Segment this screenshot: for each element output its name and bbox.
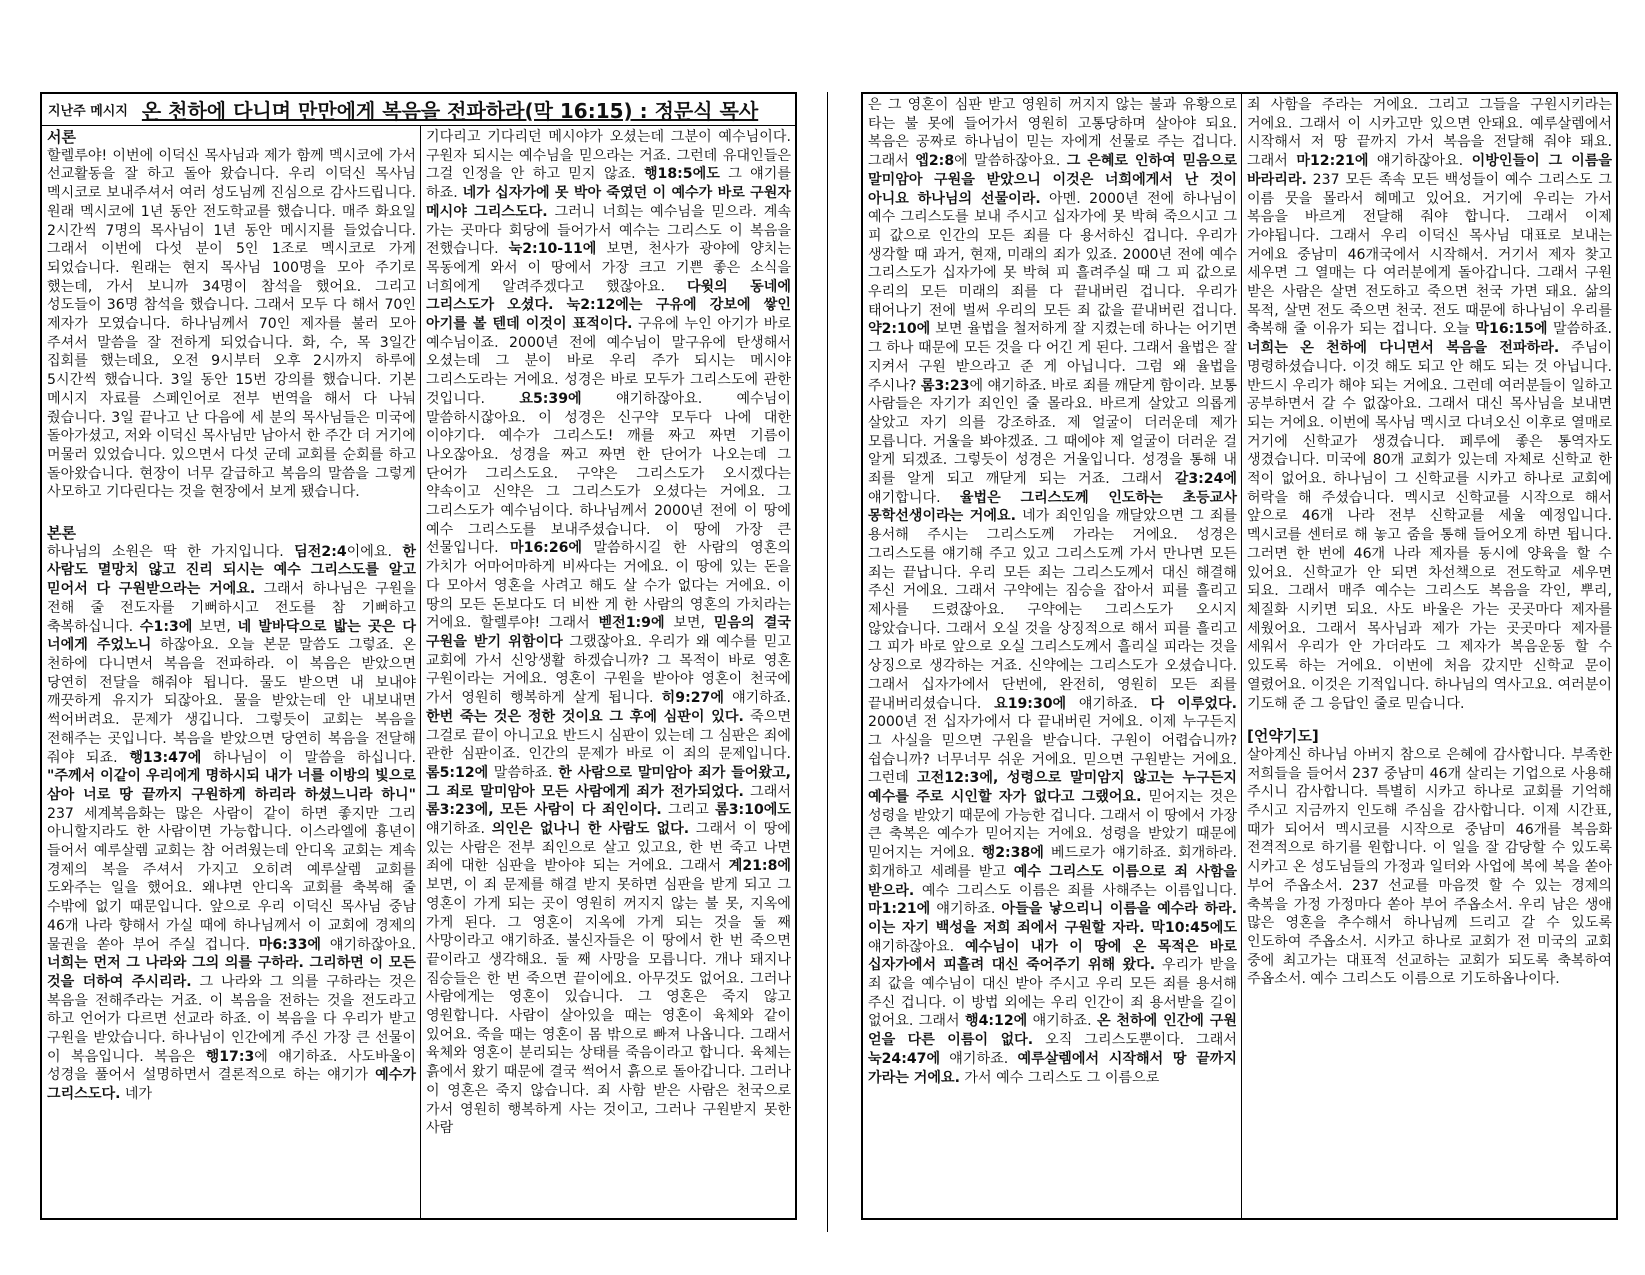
emphasis-text: 예수 그리스도 이름으로 죄 사함을 받으라. (868, 863, 1237, 899)
text-run: 하나님이 이 말씀을 하십니다. (201, 749, 416, 766)
text-run: 말씀하시길 한 사람의 영혼의 가치가 어마어마하게 비싸다는 거에요. 이 땅에 있는 돈을 다 모아서 영혼을 사려고 해도 살 수가 없다는 거에요. 이 땅의 모든 돈보다도 더 비싼 게 한 사람의 영혼의 가치라는 거에요. 할렐루야! 그래서 (426, 540, 791, 632)
text-run: 얘기하잖아요. (868, 938, 966, 955)
text-run: 에 말씀하잖아요. (954, 153, 1067, 170)
emphasis-text: 딤전2:4 (294, 543, 347, 560)
text-run: 보면, (664, 615, 714, 632)
emphasis-text: 고전12:3에, 성령으로 말미암지 않고는 누구든지 예수를 주로 시인할 자가 없다고 그랬어요. (868, 770, 1237, 806)
text-run: 얘기하잖아요. (321, 936, 416, 953)
text-run: 그랬잖아요. 우리가 왜 예수를 믿고 교회에 가서 신앙생활 하겠습니까? 그 목적이 바로 영혼 구원이라는 거에요. 영혼이 구원을 받아야 영혼이 천국에 가서 영원히 행복하게 살게 됩니다. (426, 633, 792, 707)
text-run: 그래서 이 땅에 있는 사람은 전부 죄인으로 살고 있고요, 한 번 죽고 나면 죄에 대한 심판을 받아야 되는 거에요. 그래서 (426, 821, 791, 875)
text-run: 보면, 이 죄 문제를 해결 받지 못하면 심판을 받게 되고 그 영혼이 가게 되는 곳이 영원히 꺼지지 않는 불 못, 지옥에 가게 된다. 그 영혼이 지옥에 가게 되는 것을 둘 째 사망이라고 얘기하죠. 불신자들은 이 땅에서 한 번 죽으면 끝이라고 생각해요. 둘 째 사망을 모릅니다. 개나 돼지나 짐승들은 한 번 죽으면 끝이에요. 아무것도 없어요. 그러나 사람에게는 영혼이 있습니다. 그 영혼은 죽지 않고 영원합니다. 사람이 살아있을 때는 영혼이 육체와 같이 있어요. 죽을 때는 영혼이 몸 밖으로 빠져 나옵니다. 그래서 육체와 영혼이 분리되는 상태를 죽음이라고 합니다. 육체는 흙에서 왔기 때문에 결국 썩어서 흙으로 돌아갑니다. 그러나 이 영혼은 죽지 않습니다. 죄 사함 받은 사람은 천국으로 가서 영원히 행복하게 사는 것이고, 그러나 구원받지 못한 사람 (426, 877, 791, 1137)
emphasis-text: 예루살렘에서 시작해서 땅 끝까지 가라는 거에요. (868, 1050, 1237, 1086)
left-page (40, 92, 797, 1220)
emphasis-text: 수1:3에 (139, 618, 193, 635)
emphasis-text: 눅24:47에 (868, 1050, 941, 1067)
text-run: 아멘. 2000년 전에 하나님이 예수 그리스도를 보내 주시고 십자가에 못 박혀 죽으시고 그 피 값으로 인간의 모든 죄를 다 용서하신 겁니다. 우리가 생각할 때 과거, 현재, 미래의 죄가 있죠. 2000년 전에 예수 그리스도가 십자가에 못 박혀 피 흘려주실 때 그 피 값으로 우리의 모든 미래의 죄를 다 끝내버린 겁니다. 우리가 태어나기 전에 벌써 우리의 모든 죄 값을 끝내버린 겁니다. (868, 190, 1237, 319)
emphasis-text: 예수가 그리스도다. (47, 1067, 416, 1103)
text-run: 우리가 받을 죄 값을 예수님이 대신 받아 주시고 우리 모든 죄를 용서해 주신 겁니다. 이 방법 외에는 우리 인간이 죄 용서받을 길이 없어요. 그래서 (868, 957, 1237, 1030)
emphasis-text: 계21:8에 (728, 858, 791, 875)
title-bar (42, 94, 795, 126)
emphasis-text: 다윗의 동네에 그리스도가 오셨다. 눅2:12에는 구유에 강보에 쌓인 아기를 볼 텐데 이것이 표적이다. (426, 278, 791, 333)
emphasis-text: 요19:30에 (994, 695, 1067, 712)
text-run: 237 세계복음화는 많은 사람이 같이 하면 좋지만 그리 아니할지라도 한 사람이면 가능합니다. 이스라엘에 흉년이 들어서 예루살렘 교회는 참 어려웠는데 안디옥 교회는 계속 경제의 복을 주셔서 가지고 오히려 예루살렘 교회를 도와주는 일을 했어요. 왜냐면 안디옥 교회를 축복해 줄 수밖에 없기 때문입니다. 앞으로 우리 이덕신 목사님 중남 46개 나라 향해서 가실 때에 하나님께서 이 교회에 경제의 물권을 쏟아 부어 주실 겁니다. (47, 805, 416, 953)
emphasis-text: 눅2:10-11에 (508, 241, 597, 258)
emphasis-text: 행2:38에 (981, 845, 1044, 862)
body-text (47, 543, 416, 1104)
text-run: 하잖아요. 오늘 본문 말씀도 그렇죠. 온 천하에 다니면서 복음을 전파하라. 이 복음은 받았으면 당연히 전달을 해줘야 됩니다. 물도 받으면 내 보내야 깨끗하게 유지가 되잖아요. 물을 받았는데 안 내보내면 썩어버려요. 문제가 생깁니다. 그렇듯이 교회는 복음을 전해주는 곳입니다. 복음을 받았으면 당연히 복음을 전달해 줘야 되죠. (47, 637, 416, 766)
text-run: 네가 죄인임을 깨달았으면 그 죄를 용서해 주시는 그리스도께 가라는 거에요. 성경은 그리스도를 얘기해 주고 있고 그리스도께 가서 만나면 모든 죄는 끝납니다. 우리 모든 죄는 그리스도께서 대신 해결해 주신 거에요. 그래서 구약에는 짐승을 잡아서 피를 흘리고 제사를 드렸잖아요. 구약에는 그리스도가 오시지 않았습니다. 그래서 오실 것을 상징적으로 해서 피를 흘리고 그 피가 바로 앞으로 오실 그리스도께서 흘리실 피라는 것을 상징으로 생각하는 거죠. 신약에는 그리스도가 오셨습니다. 그래서 십자가에서 단번에, 완전히, 영원히 모든 죄를 끝내버리셨습니다. (868, 508, 1237, 712)
emphasis-text: 마12:21에 (1296, 153, 1369, 170)
emphasis-text: 엡2:8 (915, 153, 955, 170)
text-run: 할렐루야! 이번에 이덕신 목사님과 제가 함께 멕시코에 가서 선교활동을 잘 하고 돌아 왔습니다. 우리 이덕신 목사님 멕시코로 보내주셔서 여러 성도님께 진심으로 감사드립니다. 원래 멕시코에 1년 동안 전도학교를 했습니다. 매주 화요일 2시간씩 7명의 목사님이 1년 동안 메시지를 들었습니다. 그래서 이번에 다섯 분이 5인 1조로 멕시코로 가게 되었습니다. 원래는 현지 목사님 100명을 모아 주기로 했는데, 가서 보니까 34명이 참석을 했어요. 그리고 성도들이 36명 참석을 했습니다. 그래서 모두 다 해서 70인 제자가 모였습니다. 하나님께서 70인 제자를 불러 모아 주셔서 말씀을 잘 전하게 되었습니다. 화, 수, 목 3일간 집회를 했는데요, 오전 9시부터 오후 2시까지 하루에 5시간씩 했습니다. 3일 동안 15번 강의를 했습니다. 기본 메시지 자료를 스페인어로 전부 번역을 해서 다 나눠 줬습니다. 3일 끝나고 난 다음에 세 분의 목사님들은 미국에 돌아가셨고, 저와 이덕신 목사님만 남아서 한 주간 더 거기에 머물러 있었습니다. 있으면서 다섯 군데 교회를 순회를 하고 돌아왔습니다. 현장이 너무 갈급하고 복음의 말씀을 그렇게 사모하고 기다린다는 것을 현장에서 보게 됐습니다. (47, 147, 416, 501)
emphasis-text: 한번 죽는 것은 정한 것이요 그 후에 심판이 있다. (426, 708, 744, 725)
right-column-1 (863, 94, 1241, 1218)
emphasis-text: 행18:5에도 (643, 166, 720, 183)
text-run: 베드로가 얘기하죠. 회개하라. 회개하고 세례를 받고 (868, 845, 1237, 880)
emphasis-text: 롬3:23 (920, 377, 970, 394)
text-run: 얘기하죠. (426, 821, 492, 838)
text-run: 말씀하죠. (1547, 321, 1612, 338)
text-run: 얘기하죠. (723, 690, 792, 707)
emphasis-text: 히9:27에 (661, 690, 724, 707)
text-run: 얘기하죠. (1027, 1013, 1097, 1030)
text-run: 예수 그리스도 이름은 죄를 사해주는 이름입니다. (914, 882, 1237, 899)
emphasis-text: 의인은 없나니 한 사람도 없다. (491, 821, 690, 838)
emphasis-text: 율법은 그리스도께 인도하는 초등교사 몽학선생이라는 거에요. (868, 489, 1237, 525)
center-fold-line (827, 92, 828, 1232)
emphasis-text: 막16:15에 (1475, 321, 1548, 338)
emphasis-text: 행13:47에 (129, 749, 202, 766)
text-run: 오직 그리스도뿐이다. 그래서 (1033, 1032, 1237, 1049)
text-run: 얘기하잖아요. 예수님이 말씀하시잖아요. 이 성경은 신구약 모두다 나에 대한 이야기다. 예수가 그리스도! 깨를 짜고 짜면 기름이 나오잖아요. 성경을 짜고 짜면 한 단어가 나오는데 그 단어가 그리스도요. 구약은 그리스도가 오시겠다는 약속이고 신약은 그 그리스도가 오셨다는 거에요. 그 그리스도가 예수님이다. 하나님께서 2000년 전에 이 땅에 예수 그리스도를 보내주셨습니다. 이 땅에 가장 큰 선물입니다. (426, 390, 792, 557)
text-run: 그 나라와 그 의를 구하라는 것은 복음을 전해주라는 거죠. 이 복음을 전하는 것을 전도라고 하고 언어가 다르면 선교라 하죠. 이 복음을 다 우리가 받고 구원을 받았습니다. 하나님이 인간에게 주신 가장 큰 선물이 이 복음입니다. 복음은 (47, 973, 416, 1065)
text-run: 구유에 누인 아기가 바로 예수님이죠. 2000년 전에 예수님이 말구유에 탄생해서 오셨는데 그 분이 바로 우리 주가 되시는 메시야 그리스도라는 거에요. 성경은 바로 모두가 그리스도에 관한 것입니다. (426, 316, 791, 407)
left-column-2 (420, 126, 795, 1218)
text-run: 은 그 영혼이 심판 받고 영원히 꺼지지 않는 불과 유황으로 타는 불 못에 들어가서 영원히 고통당하며 살아야 되요. 복음은 공짜로 하나님이 믿는 자에게 선물로 주는 겁니다. 그래서 (868, 97, 1237, 170)
text-run: 말씀하죠. (488, 764, 559, 781)
prayer-heading: [언약기도] (1247, 727, 1319, 746)
text-run: 보면 율법을 철저하게 잘 지켰는데 하나는 어기면 그 하나 때문에 모든 것을 다 어긴 게 된다. 그래서 율법은 잘 지켜서 구원 받으라고 준 게 아닙니다. 그럼 왜 율법을 주시나? (868, 321, 1237, 394)
text-run: 237 모든 족속 모든 백성들이 예수 그리스도 그 이름 뭇을 몰라서 헤메고 있어요. 거기에 우리는 가서 복음을 바르게 전달해 줘야 합니다. 그래서 이제 가야됩니다. 그래서 우리 이덕신 목사님 대표로 보내는 거에요 중남미 46개국에서 시작해서. 거기서 제자 찾고 세우면 그 열매는 다 여러분에게 돌아갑니다. 그래서 구원 받은 사람은 살면 전도하고 죽으면 천국 가면 돼요. 삶의 목적, 살면 전도 죽으면 천국. 전도 때문에 하나님이 우리를 축복해 줄 이유가 되는 겁니다. 오늘 (1247, 171, 1612, 338)
emphasis-text: 행17:3 (205, 1048, 255, 1065)
emphasis-text: 이방인들이 그 이름을 바라리라. (1247, 153, 1612, 188)
text-run: 2000년 전 십자가에서 다 끝내버린 거에요. 이제 누구든지 그 사실을 믿으면 구원을 받습니다. 구원이 어렵습니까? 쉽습니까? 너무너무 쉬운 거에요. 믿으면 구원받는 거에요. 그런데 (868, 714, 1237, 787)
emphasis-text: "주께서 이같이 우리에게 명하시되 내가 너를 이방의 빛으로 삼아 너로 땅 끝까지 구원하게 하리라 하셨느니라 하니" (47, 768, 416, 803)
text-run: 에 얘기하죠. 사도바울이 성경을 풀어서 설명하면서 결론적으로 하는 얘기가 (47, 1048, 416, 1084)
emphasis-text: 행4:12에 (964, 1013, 1028, 1030)
right-page (861, 92, 1618, 1220)
text-run: 죄 사함을 주라는 거에요. 그리고 그들을 구원시키라는 거에요. 그래서 이 시카고만 있으면 안돼요. 예루살렘에서 시작해서 저 땅 끝까지 가서 복음을 전달해 줘야 돼요. 그래서 (1247, 97, 1612, 170)
text-run: 기다리고 기다리던 메시야가 오셨는데 그분이 예수님이다. 구원자 되시는 예수님을 믿으라는 거죠. 그런데 유대인들은 그걸 인정을 안 하고 믿지 않죠. (426, 129, 791, 183)
prayer-text: 살아계신 하나님 아버지 참으로 은혜에 감사합니다. 부족한 저희들을 들어서 237 중남미 46개 살리는 기업으로 사용해 주시니 감사합니다. 특별히 시카고 하나로 교회를 기억해 주시고 지금까지 인도해 주심을 감사합니다. 이제 시간표, 때가 되어서 멕시코를 시작으로 중남미 46개를 복음화 전격적으로 하기를 원합니다. 이 일을 잘 감당할 수 있도록 시카고 온 성도님들의 가정과 일터와 사업에 복에 복을 쏟아 부어 주옵소서. 237 선교를 마음껏 할 수 있는 경제의 축복을 가정 가정마다 쏟아 부어 주옵소서. 우리 남은 생애 많은 영혼을 추수해서 하나님께 드리고 갈 수 있도록 인도하여 주옵소서. 시카고 하나로 교회가 전 미국의 교회 중에 최고가는 대표적 선교하는 교회가 되도록 축복하여 주옵소서. 예수 그리스도 이름으로 기도하옵나이다. (1247, 746, 1612, 988)
section-label: 지난주 메시지 (48, 104, 128, 119)
intro-heading: 서론 (47, 128, 76, 146)
emphasis-text: 롬5:12에 (426, 764, 489, 781)
emphasis-text: 갈3:24에 (1174, 471, 1237, 488)
emphasis-text: 한 사람도 멸망치 않고 진리 되시는 예수 그리스도를 알고 믿어서 다 구원받으라는 거에요. (47, 543, 417, 598)
text-run: 얘기하죠. (1066, 695, 1151, 712)
emphasis-text: 그 은혜로 인하여 믿음으로 말미암아 구원을 받았으니 이것은 너희에게서 난 것이 아니요 하나님의 선물이라. (868, 153, 1238, 207)
emphasis-text: 네 발바닥으로 밟는 곳은 다 너에게 주었노니 (47, 618, 416, 654)
text-run: 얘기하죠. (940, 1050, 1018, 1067)
emphasis-text: 아들을 낳으리니 이름을 예수라 하라. 이는 자기 백성을 저희 죄에서 구원할 자라. 막10:45에도 (868, 901, 1237, 936)
emphasis-text: 마16:26에 (509, 540, 583, 557)
emphasis-text: 다 이루었다. (1150, 695, 1237, 712)
text-run: 이에요. (346, 543, 403, 560)
emphasis-text: 요5:39에 (519, 390, 582, 407)
text-run: 그래서 (743, 783, 791, 800)
body-text-continued (868, 96, 1237, 1087)
emphasis-text: 롬3:10에도 (715, 802, 791, 819)
emphasis-text: 약2:10에 (868, 321, 931, 338)
text-run: 얘기하잖아요. (1368, 153, 1472, 170)
body-text-continued (426, 128, 791, 1138)
text-run: 그 얘기를 하죠. (426, 166, 791, 202)
left-column-1 (42, 126, 420, 1218)
text-run: 얘기하죠. (930, 901, 1002, 918)
text-run: 죽으면 그걸로 끝이 아니고요 반드시 심판이 있는데 그 심판은 죄에 관한 심판이죠. 인간의 문제가 바로 이 죄의 문제입니다. (426, 708, 791, 763)
text-run: 믿어지는 것은 성령을 받았기 때문에 가능한 겁니다. 그래서 이 땅에서 가장 큰 축복은 예수가 믿어지는 거에요. 성령을 받았기 때문에 믿어지는 거에요. (868, 789, 1237, 862)
text-run: 주님이 명령하셨습니다. 이것 해도 되고 안 해도 되는 것 아닙니다. 반드시 우리가 해야 되는 거에요. 그런데 여러분들이 일하고 공부하면서 갈 수 없잖아요. 그래서 대신 목사님을 보내면 되는 거에요. 이번에 목사님 멕시코 다녀오신 이후로 열매로 거기에 신학교가 생겼습니다. 페루에 좋은 통역자도 생겼습니다. 미국에 80개 교회가 있는데 자체로 신학교 한 적이 없어요. 하나님이 그 신학교를 시카고 하나로 교회에 허락을 해 주셨습니다. 멕시코 신학교를 시작으로 해서 앞으로 46개 나라 전부 신학교를 세울 예정입니다. 멕시코를 센터로 해 놓고 줌을 통해 들어오게 하면 됩니다. 그러면 한 번에 46개 나라 제자를 동시에 양육을 할 수 있어요. 신학교가 안 되면 차선책으로 전도학교 세우면 되요. 그래서 매주 예수는 그리스도 복음을 각인, 뿌리, 체질화 시키면 되요. 사도 바울은 가는 곳곳마다 제자를 세웠어요. 그래서 목사님과 제가 가는 곳곳마다 제자를 세워서 우리가 안 가더라도 그 제자가 복음운동 할 수 있도록 하는 거에요. 이번에 처음 갔지만 신학교 문이 열렸어요. 이것은 기적입니다. 하나님의 역사고요. 여러분이 기도해 준 그 응답인 줄로 믿습니다. (1247, 340, 1612, 712)
body-heading: 본론 (47, 524, 76, 543)
text-run: 보면, 천사가 광야에 양치는 목동에게 와서 이 땅에서 가장 크고 기쁜 좋은 소식을 너희에게 알려주겠다고 했잖아요. (426, 241, 791, 295)
text-run: 가서 예수 그리스도 그 이름으로 (959, 1069, 1160, 1086)
emphasis-text: 예수님이 내가 이 땅에 온 목적은 바로 십자가에서 피흘려 대신 죽어주기 위해 왔다. (868, 938, 1237, 974)
emphasis-text: 온 천하에 인간에 구원 얻을 다른 이름이 없다. (868, 1013, 1237, 1049)
emphasis-text: 한 사람으로 말미암아 죄가 들어왔고, 그 죄로 말미암아 모든 사람에게 죄가 전가되었다. (426, 764, 791, 800)
emphasis-text: 마6:33에 (258, 936, 322, 953)
emphasis-text: 네가 십자가에 못 박아 죽였던 이 예수가 바로 구원자 메시야 그리스도다. (426, 185, 791, 220)
emphasis-text: 벧전1:9에 (598, 615, 665, 632)
text-run: 보면, (192, 618, 238, 635)
text-run: 그리고 (661, 802, 716, 819)
text-run: 네가 (120, 1086, 153, 1103)
text-run: 에 얘기하죠. 바로 죄를 깨닫게 함이라. 보통 사람들은 자기가 죄인인 줄 몰라요. 바르게 살았고 의롭게 살았고 자기 의를 강조하죠. 제 얼굴이 더러운데 제가 모릅니다. 거울을 봐야겠죠. 그 때에야 제 얼굴이 더러운 걸 알게 되겠죠. 그렇듯이 성경은 거울입니다. 성경을 통해 내 죄를 알게 되고 깨닫게 되는 거죠. 그래서 (868, 377, 1237, 488)
text-run: 그러니 너희는 예수님을 믿으라. 계속 가는 곳마다 회당에 들어가서 예수는 그리스도 이 복음을 전했습니다. (426, 203, 791, 258)
emphasis-text: 롬3:23에, 모든 사람이 다 죄인이다. (426, 802, 662, 819)
text-run: 그래서 하나님은 구원을 전해 줄 전도자를 기뻐하시고 전도를 참 기뻐하고 축복하십니다. (47, 581, 416, 635)
emphasis-text: 너희는 먼저 그 나라와 그의 의를 구하라. 그리하면 이 모든 것을 더하여 주시리라. (47, 955, 416, 990)
sermon-title: 온 천하에 다니며 만만에게 복음을 전파하라(막 16:15) : 정문식 목사 (141, 99, 759, 123)
emphasis-text: 마1:21에 (868, 901, 931, 918)
intro-text (47, 147, 416, 502)
emphasis-text: 너희는 온 천하에 다니면서 복음을 전파하라. (1247, 340, 1560, 357)
right-column-2 (1241, 94, 1616, 1218)
body-text-conclusion (1247, 96, 1612, 713)
emphasis-text: 믿음의 결국 구원을 받기 위함이다 (426, 615, 791, 650)
text-run: 얘기합니다. (868, 489, 960, 506)
text-run: 하나님의 소원은 딱 한 가지입니다. (47, 543, 295, 560)
